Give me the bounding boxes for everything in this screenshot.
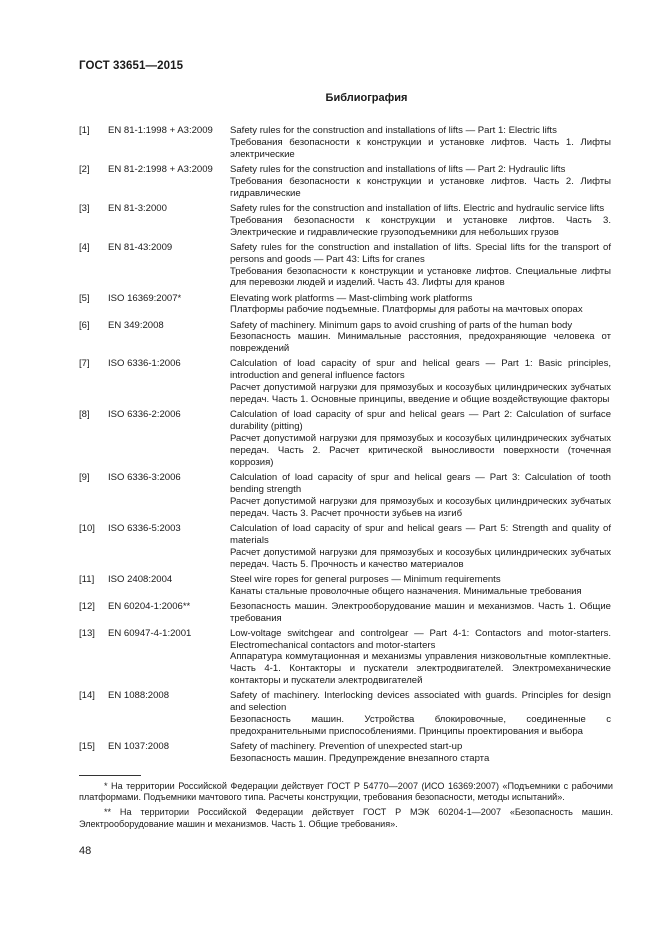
entry-title-english: Safety rules for the construction and installations of lifts — Part 2: Hydraulic lifts <box>230 163 566 175</box>
entry-standard-code: EN 81-43:2009 <box>108 241 173 253</box>
entry-title-english: Safety rules for the construction and installation of lifts. Special lifts for the transport of persons and goods — Part 43: Lifts for cranes <box>230 241 611 265</box>
page-number: 48 <box>79 845 92 857</box>
bibliography-entry <box>79 409 611 469</box>
entry-title-english: Elevating work platforms — Mast-climbing work platforms <box>230 292 473 304</box>
entry-title-english: Safety of machinery. Prevention of unexpected start-up <box>230 741 463 753</box>
entry-number: [3] <box>79 202 90 214</box>
entry-number: [6] <box>79 319 90 331</box>
entry-standard-code: EN 81-2:1998 + A3:2009 <box>108 163 213 175</box>
entry-description <box>230 574 611 598</box>
entry-number: [7] <box>79 358 90 370</box>
entry-title: Требования безопасности к конструкции и установке лифтов. Часть 2. Лифты гидравлические <box>230 175 611 199</box>
entry-title: Требования безопасности к конструкции и установке лифтов. Часть 1. Лифты электрические <box>230 136 611 160</box>
entry-description <box>230 628 611 688</box>
entry-description <box>230 409 611 469</box>
entry-description <box>230 125 611 161</box>
entry-number: [14] <box>79 690 95 702</box>
bibliography-entry <box>79 203 611 239</box>
entry-title: Расчет допустимой нагрузки для прямозубых и косозубых цилиндрических зубчатых передач. Часть 2. Расчет критической выносливости поверхности (точечная коррозия) <box>230 433 611 468</box>
entry-title-english: Safety rules for the construction and installations of lifts — Part 1: Electric lifts <box>230 125 557 136</box>
entry-description <box>230 293 611 317</box>
entry-title-english: Calculation of load capacity of spur and helical gears — Part 1: Basic principles, introduction and general influence factors <box>230 358 611 382</box>
entry-number: [5] <box>79 292 90 304</box>
entry-description <box>230 242 611 290</box>
bibliography-entry <box>79 242 611 290</box>
entry-title: Расчет допустимой нагрузки для прямозубых и косозубых цилиндрических зубчатых передач. Часть 5. Прочность и качество материалов <box>230 546 611 570</box>
entry-number: [1] <box>79 125 90 136</box>
entry-number: [10] <box>79 522 95 534</box>
entry-number: [12] <box>79 600 95 612</box>
bibliography-entry <box>79 741 611 765</box>
document-code-header: ГОСТ 33651—2015 <box>79 60 184 72</box>
entry-title: Требования безопасности к конструкции и установке лифтов. Специальные лифты для перевозки людей и изделий. Часть 43. Лифты для кранов <box>230 265 611 289</box>
entry-standard-code: ISO 6336-5:2003 <box>108 522 181 534</box>
entry-title-english: Low-voltage switchgear and controlgear — Part 4-1: Contactors and motor-starters. Electromechanical contactors and motor-starters <box>230 627 611 651</box>
bibliography-list <box>79 125 611 768</box>
entry-title: Безопасность машин. Электрооборудование машин и механизмов. Часть 1. Общие требования <box>230 600 611 624</box>
entry-standard-code: ISO 6336-2:2006 <box>108 409 181 421</box>
entry-title-english: Safety of machinery. Minimum gaps to avoid crushing of parts of the human body <box>230 319 573 331</box>
entry-description <box>230 690 611 738</box>
footnote-2: ** На территории Российской Федерации действует ГОСТ Р МЭК 60204-1—2007 «Безопасность машин. Электрооборудование машин и механизмов. Часть 1. Общие требования». <box>79 807 613 829</box>
entry-standard-code: EN 1088:2008 <box>108 690 170 702</box>
entry-title: Канаты стальные проволочные общего назначения. Минимальные требования <box>230 585 582 597</box>
entry-standard-code: EN 349:2008 <box>108 319 164 331</box>
entry-standard-code: EN 1037:2008 <box>108 741 170 753</box>
entry-description <box>230 320 611 356</box>
entry-title: Требования безопасности к конструкции и установке лифтов. Часть 3. Электрические и гидравлические грузоподъемники для небольших грузов <box>230 214 611 238</box>
entry-title: Безопасность машин. Минимальные расстояния, предохраняющие человека от повреждений <box>230 331 611 355</box>
entry-number: [9] <box>79 471 90 483</box>
entry-title-english: Calculation of load capacity of spur and helical gears — Part 5: Strength and quality of materials <box>230 522 611 546</box>
bibliography-entry <box>79 601 611 625</box>
entry-description <box>230 741 611 765</box>
bibliography-entry <box>79 628 611 688</box>
entry-standard-code: ISO 2408:2004 <box>108 573 173 585</box>
entry-standard-code: ISO 6336-1:2006 <box>108 358 181 370</box>
entry-description <box>230 358 611 406</box>
entry-title: Платформы рабочие подъемные. Платформы для работы на мачтовых опорах <box>230 304 583 316</box>
entry-standard-code: EN 60947-4-1:2001 <box>108 627 192 639</box>
entry-standard-code: EN 81-3:2000 <box>108 202 167 214</box>
entry-standard-code: EN 60204-1:2006** <box>108 600 191 612</box>
bibliography-entry <box>79 472 611 520</box>
bibliography-entry <box>79 690 611 738</box>
entry-standard-code: EN 81-1:1998 + A3:2009 <box>108 125 213 136</box>
bibliography-entry <box>79 164 611 200</box>
bibliography-entry <box>79 320 611 356</box>
entry-title-english: Safety rules for the construction and installation of lifts. Electric and hydraulic service lifts <box>230 202 605 214</box>
bibliography-entry <box>79 125 611 161</box>
entry-description <box>230 164 611 200</box>
entry-title: Аппаратура коммутационная и механизмы управления низковольтные комплектные. Часть 4-1. Контакторы и пускатели электродвигателей. Электромеханические контакторы и пускатели электродвигателей <box>230 651 611 687</box>
entry-title-english: Steel wire ropes for general purposes — Minimum requirements <box>230 573 501 585</box>
bibliography-entry <box>79 574 611 598</box>
entry-description <box>230 472 611 520</box>
footnote-divider <box>79 775 141 776</box>
entry-title-english: Calculation of load capacity of spur and helical gears — Part 2: Calculation of surface durability (pitting) <box>230 409 611 433</box>
entry-number: [15] <box>79 741 95 753</box>
entry-number: [8] <box>79 409 90 421</box>
entry-title: Безопасность машин. Предупреждение внезапного старта <box>230 753 490 765</box>
entry-title: Безопасность машин. Устройства блокировочные, соединенные с предохранительными приспособлениями. Принципы проектирования и выбора <box>230 714 611 738</box>
entry-description <box>230 601 611 625</box>
entry-title-english: Safety of machinery. Interlocking devices associated with guards. Principles for design and selection <box>230 690 611 714</box>
bibliography-entry <box>79 523 611 571</box>
bibliography-entry <box>79 358 611 406</box>
entry-standard-code: ISO 6336-3:2006 <box>108 471 181 483</box>
entry-title: Расчет допустимой нагрузки для прямозубых и косозубых цилиндрических зубчатых передач. Часть 1. Основные принципы, введение и общие воздействующие факторы <box>230 382 611 406</box>
entry-title: Расчет допустимой нагрузки для прямозубых и косозубых цилиндрических зубчатых передач. Часть 3. Расчет прочности зубьев на изгиб <box>230 495 611 519</box>
entry-description <box>230 203 611 239</box>
bibliography-entry <box>79 293 611 317</box>
entry-number: [4] <box>79 241 90 253</box>
entry-description <box>230 523 611 571</box>
entry-standard-code: ISO 16369:2007* <box>108 292 182 304</box>
footnotes <box>79 781 613 834</box>
entry-number: [13] <box>79 627 95 639</box>
entry-title-english: Calculation of load capacity of spur and helical gears — Part 3: Calculation of tooth bending strength <box>230 471 611 495</box>
entry-number: [2] <box>79 163 90 175</box>
footnote-1: * На территории Российской Федерации действует ГОСТ Р 54770—2007 (ИСО 16369:2007) «Подъемники с рабочими платформами. Подъемники мачтового типа. Расчеты конструкции, требования безопасности, методы испытаний». <box>79 781 613 803</box>
entry-number: [11] <box>79 573 95 585</box>
page-title: Библиография <box>325 92 408 104</box>
